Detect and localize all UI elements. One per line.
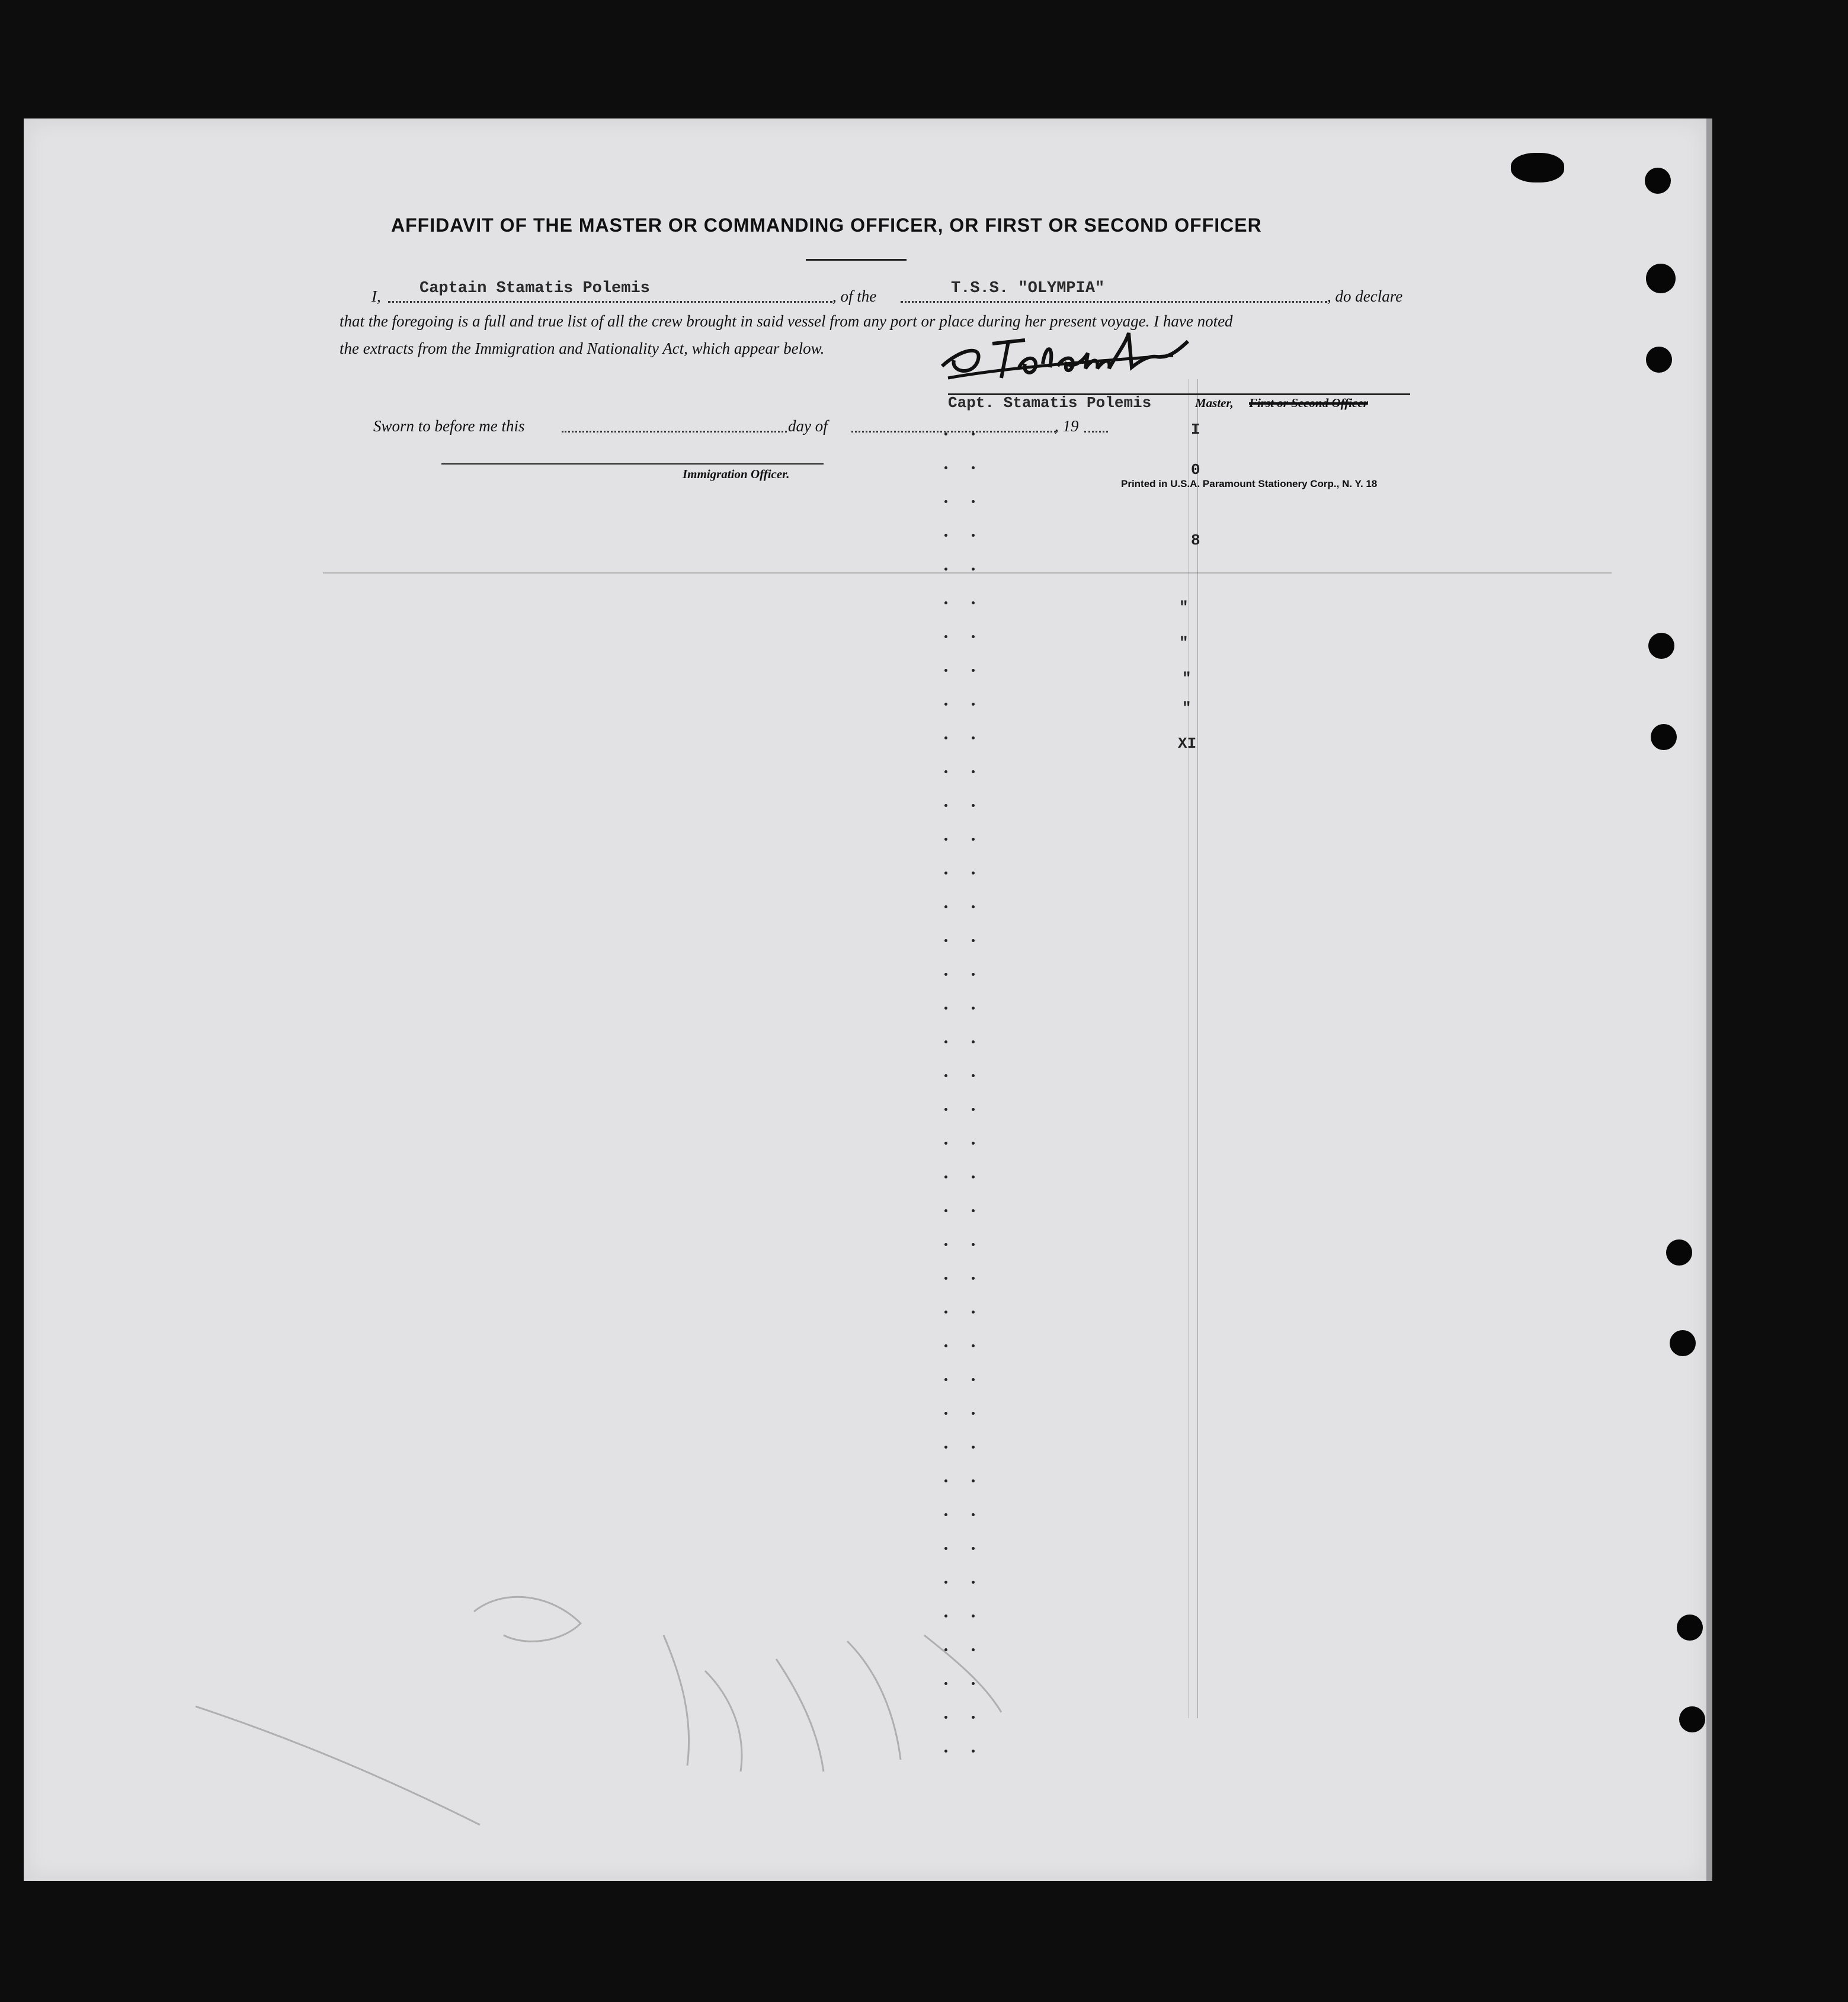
signature-role-struck: First or Second Officer <box>1249 396 1368 410</box>
table-rule <box>323 572 1612 574</box>
faint-handwriting <box>196 1576 1084 1831</box>
bleed-mark: " <box>1179 598 1189 616</box>
punch-hole <box>1645 168 1671 194</box>
handwritten-signature <box>936 302 1197 385</box>
sworn-year-field <box>1084 431 1108 433</box>
punch-hole <box>1651 724 1677 750</box>
punch-hole <box>1677 1615 1703 1641</box>
sworn-prefix: Sworn to before me this <box>373 417 525 435</box>
master-name-value: Captain Stamatis Polemis <box>419 280 650 297</box>
line1-middle: , of the <box>832 287 877 305</box>
declaration-line-2: that the foregoing is a full and true list of all the crew brought in said vessel from any port or place during her present voyage. I have noted <box>340 312 1233 330</box>
line1-prefix: I, <box>371 287 381 305</box>
bleed-mark: 0 <box>1191 461 1200 479</box>
officer-signature-line <box>441 463 824 465</box>
vessel-name-value: T.S.S. "OLYMPIA" <box>951 280 1105 297</box>
bleed-mark: XI <box>1178 735 1197 752</box>
declaration-line-3: the extracts from the Immigration and Nationality Act, which appear below. <box>340 339 825 357</box>
column-guide <box>1197 379 1198 1718</box>
sworn-month-field <box>851 431 1056 433</box>
bleed-mark: I <box>1191 421 1200 438</box>
bleed-mark: 8 <box>1191 531 1200 549</box>
signature-role-prefix: Master, <box>1195 396 1234 410</box>
sheet-edge <box>1706 118 1712 1881</box>
sworn-year: , 19 <box>1055 417 1079 435</box>
column-guide <box>1188 379 1189 1718</box>
punch-hole <box>1679 1706 1705 1732</box>
punch-hole <box>1670 1330 1696 1356</box>
punch-hole <box>1646 347 1672 373</box>
sworn-date-field <box>562 431 787 433</box>
punch-hole <box>1666 1239 1692 1266</box>
affidavit-title: AFFIDAVIT OF THE MASTER OR COMMANDING OFFICER, OR FIRST OR SECOND OFFICER <box>391 214 1262 236</box>
signature-typed-name: Capt. Stamatis Polemis <box>948 394 1152 412</box>
printer-imprint: Printed in U.S.A. Paramount Stationery Corp., N. Y. 18 <box>1121 478 1378 489</box>
bleed-mark: " <box>1182 699 1192 717</box>
punch-hole <box>1646 264 1676 293</box>
sworn-day: day of <box>788 417 828 435</box>
punch-hole <box>1648 633 1674 659</box>
line1-suffix: , do declare <box>1327 287 1403 305</box>
master-name-field <box>388 301 832 303</box>
title-underline <box>806 259 907 261</box>
bleed-mark: " <box>1182 670 1192 687</box>
officer-label: Immigration Officer. <box>683 467 790 481</box>
ink-blot <box>1511 153 1564 182</box>
bleed-mark: " <box>1179 634 1189 652</box>
